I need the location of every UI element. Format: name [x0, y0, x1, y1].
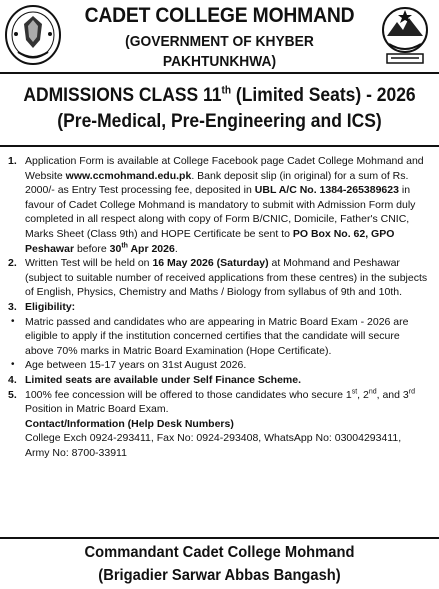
eligibility-heading: Eligibility:: [25, 300, 76, 313]
contact-block: [8, 417, 431, 461]
bullet-icon: •: [11, 359, 15, 371]
bullet-icon: •: [11, 315, 15, 327]
item-number: 1.: [8, 155, 17, 167]
bank-account-text: UBL A/C No. 1384-265389623: [254, 184, 399, 197]
kp-government-emblem-icon: [377, 4, 433, 68]
list-item: 1. Application Form is available at College Facebook page Cadet College Mohmand and Website www.ccmohmand.edu.pk. Bank deposit slip (in original) for a sum of Rs. 2000/- as Entry Test processing fee, deposited in UBL A/C No. 1384-265389623 in favour of Cadet College Mohmand is mandatory to submit with Admission Form duly completed in all respect along with copy of Form B/CNIC, Domicile, Father's CNIC, Marks Sheet (Class 9th) and HOPE Certificate be sent to PO Box No. 62, GPO Peshawar before 30th Apr 2026.: [8, 155, 424, 255]
admissions-subtitle: (Pre-Medical, Pre-Engineering and ICS): [57, 111, 382, 132]
self-finance-text: Limited seats are available under Self Finance Scheme.: [25, 373, 302, 386]
college-title: CADET COLLEGE MOHMAND: [84, 4, 355, 27]
header: [0, 0, 439, 77]
list-item: 5. 100% fee concession will be offered to those candidates who secure 1st, 2nd, and 3rd Position in Matric Board Exam.: [8, 388, 415, 416]
test-date-text: 16 May 2026 (Saturday): [152, 257, 269, 270]
admissions-title: ADMISSIONS CLASS 11th (Limited Seats) - 2026: [23, 84, 416, 106]
list-item: [8, 300, 431, 315]
website-text: www.ccmohmand.edu.pk: [65, 169, 192, 182]
contact-numbers-line: College Exch 0924-293411, Fax No: 0924-293408, WhatsApp No: 03004293411,: [25, 432, 402, 445]
deadline-text: 30th Apr 2026: [109, 242, 175, 255]
contact-army-line: Army No: 8700-33911: [25, 446, 127, 459]
admission-details: [8, 154, 431, 460]
item-number: 2.: [8, 257, 17, 270]
item-number: 4.: [8, 373, 17, 386]
section-divider: [0, 145, 439, 147]
postal-address-text: PO Box No. 62, GPO Peshawar: [25, 227, 395, 255]
item-number: 5.: [8, 388, 17, 401]
commandant-name: (Brigadier Sarwar Abbas Bangash): [98, 567, 341, 584]
footer-divider: [0, 537, 439, 539]
item-number: 3.: [8, 300, 17, 313]
list-item: 2. Written Test will be held on 16 May 2026 (Saturday) at Mohmand and Peshawar (subject to suitable number of received applications from these centres) in the subjects of English, Physics, Chemistry and Maths / Biology from syllabus of 9th and 10th.: [8, 257, 428, 299]
contact-title: Contact/Information (Help Desk Numbers): [25, 417, 234, 430]
bullet-item: • Age between 15-17 years on 31st August 2026.: [11, 359, 247, 372]
commandant-title: Commandant Cadet College Mohmand: [84, 544, 355, 561]
college-crest-icon: [4, 4, 62, 66]
government-subtitle: (GOVERNMENT OF KHYBER PAKHTUNKHWA): [125, 33, 314, 70]
bullet-item: • Matric passed and candidates who are appearing in Matric Board Exam - 2026 are eligible to apply if the institution concerned certifies that the candidate will secure above 70% marks in Matric Board Examination (Hope Certificate).: [11, 315, 409, 357]
header-divider: [0, 72, 439, 74]
list-item: [8, 373, 431, 388]
